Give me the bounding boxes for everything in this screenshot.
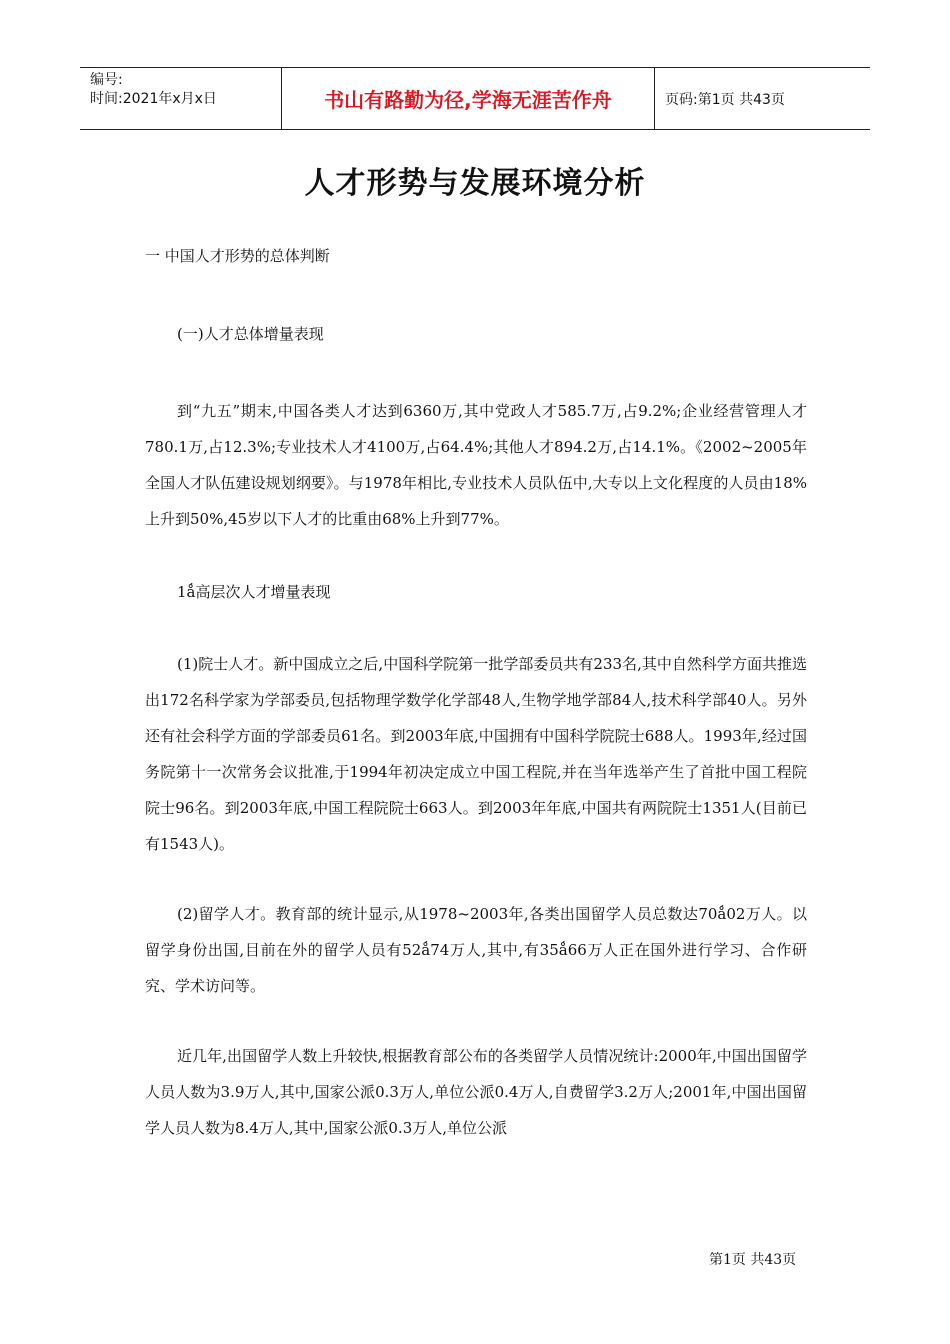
document-body	[145, 244, 807, 1146]
page-footer: 第1页 共43页	[709, 1252, 797, 1268]
header-page-info	[655, 68, 870, 129]
paragraph-recent-years: 近几年,出国留学人数上升较快,根据教育部公布的各类留学人员情况统计:2000年,中国出国留学人员人数为3.9万人,其中,国家公派0.3万人,单位公派0.4万人,自费留学3.2万人;2001年,中国出国留学人员人数为8.4万人,其中,国家公派0.3万人,单位公派	[145, 1047, 807, 1137]
paragraph-overseas-students: (2)留学人才。教育部的统计显示,从1978~2003年,各类出国留学人员总数达70ǻ02万人。以留学身份出国,目前在外的留学人员有52ǻ74万人,其中,有35ǻ66万人正在国外进行学习、合作研究、学术访问等。	[145, 905, 807, 995]
document-time-label: 时间:2021年x月x日	[90, 91, 217, 107]
header-motto	[281, 68, 655, 129]
paragraph-talent-total: 到“九五”期末,中国各类人才达到6360万,其中党政人才585.7万,占9.2%;企业经营管理人才780.1万,占12.3%;专业技术人才4100万,占64.4%;其他人才894.2万,占14.1%。《2002~2005年全国人才队伍建设规划纲要》。与1978年相比,专业技术人员队伍中,大专以上文化程度的人员由18%上升到50%,45岁以下人才的比重由68%上升到77%。	[145, 402, 807, 528]
page-header	[80, 67, 870, 130]
subsubsection-heading: 1ǻ高层次人才增量表现	[177, 583, 331, 601]
subsection-heading: (一)人才总体增量表现	[177, 325, 324, 343]
motto-text: 书山有路勤为径,学海无涯苦作舟	[324, 88, 612, 112]
document-number-label: 编号:	[90, 72, 123, 88]
section-heading: 一 中国人才形势的总体判断	[145, 247, 330, 265]
paragraph-academicians: (1)院士人才。新中国成立之后,中国科学院第一批学部委员共有233名,其中自然科学方面共推选出172名科学家为学部委员,包括物理学数学化学部48人,生物学地学部84人,技术科学部40人。另外还有社会科学方面的学部委员61名。到2003年底,中国拥有中国科学院院士688人。1993年,经过国务院第十一次常务会议批准,于1994年初决定成立中国工程院,并在当年选举产生了首批中国工程院院士96名。到2003年底,中国工程院院士663人。到2003年年底,中国共有两院院士1351人(目前已有1543人)。	[145, 655, 807, 853]
document-title: 人才形势与发展环境分析	[304, 166, 646, 201]
page-info-text: 页码:第1页 共43页	[665, 91, 785, 108]
header-meta	[80, 68, 281, 129]
